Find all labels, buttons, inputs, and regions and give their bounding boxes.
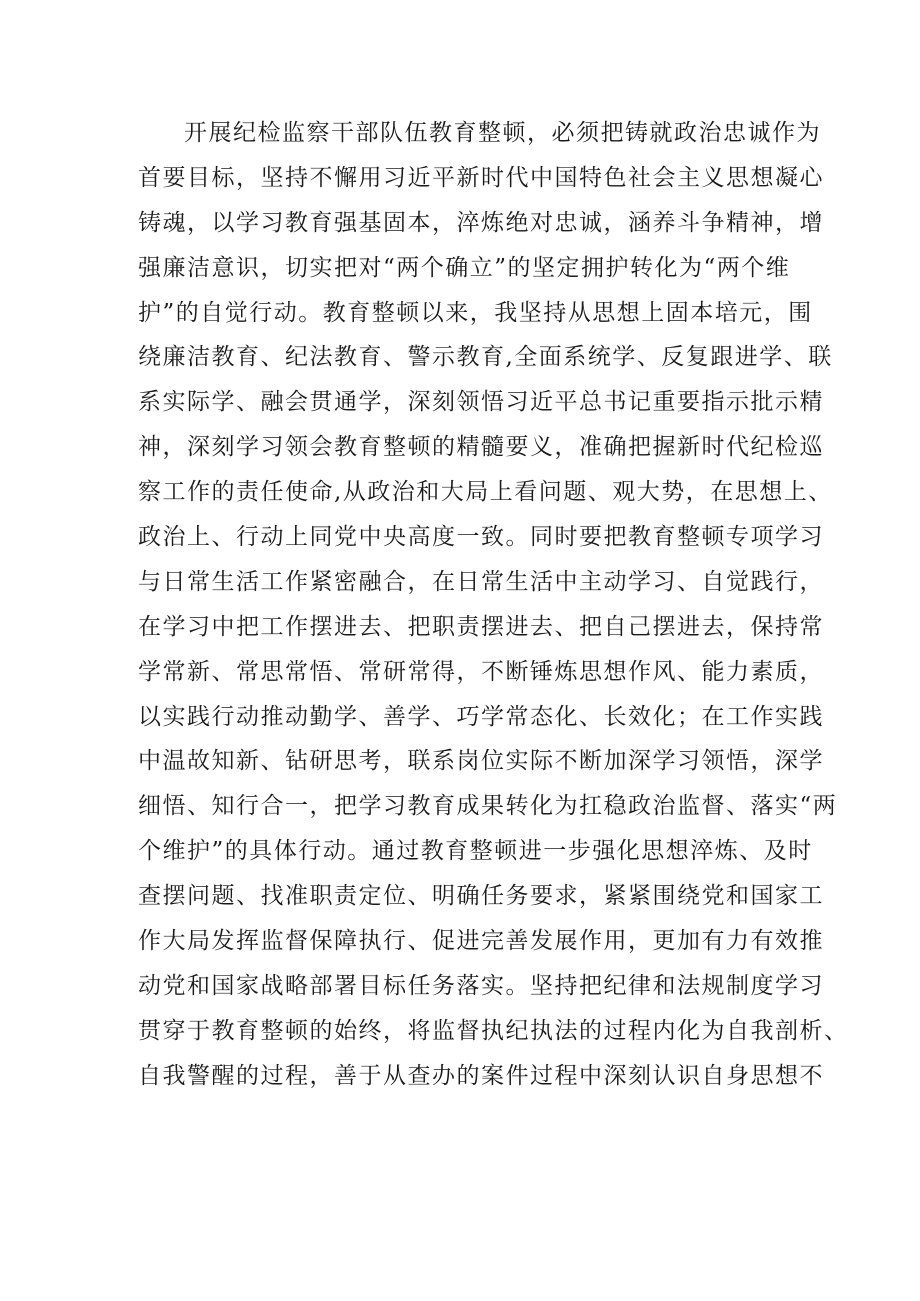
text-line: 作大局发挥监督保障执行、促进完善发展作用，更加有力有效推 (138, 928, 824, 955)
text-line: 政治上、行动上同党中央高度一致。同时要把教育整顿专项学习 (138, 524, 824, 551)
text-line: 细悟、知行合一，把学习教育成果转化为扛稳政治监督、落实“两 (138, 793, 838, 820)
text-line: 开展纪检监察干部队伍教育整顿，必须把铸就政治忠诚作为 (184, 120, 821, 146)
text-line: 强廉洁意识，切实把对“两个确立”的坚定拥护转化为“两个维 (138, 254, 791, 281)
text-line: 察工作的责任使命,从政治和大局上看问题、观大势，在思想上、 (138, 479, 833, 506)
text-line: 中温故知新、钻研思考，联系岗位实际不断加深学习领悟，深学 (138, 748, 824, 775)
text-line: 与日常生活工作紧密融合，在日常生活中主动学习、自觉践行， (138, 568, 824, 595)
text-line: 自我警醒的过程，善于从查办的案件过程中深刻认识自身思想不 (138, 1062, 824, 1089)
text-line: 贯穿于教育整顿的始终，将监督执纪执法的过程内化为自我剖析、 (138, 1017, 849, 1044)
text-line: 在学习中把工作摆进去、把职责摆进去、把自己摆进去，保持常 (138, 613, 824, 640)
text-line: 神，深刻学习领会教育整顿的精髓要义，准确把握新时代纪检巡 (138, 434, 824, 461)
text-line: 查摆问题、找准职责定位、明确任务要求，紧紧围绕党和国家工 (138, 883, 824, 910)
text-line: 绕廉洁教育、纪法教育、警示教育,全面系统学、反复跟进学、联 (138, 344, 833, 371)
text-line: 动党和国家战略部署目标任务落实。坚持把纪律和法规制度学习 (138, 972, 824, 999)
body-paragraph (138, 111, 849, 1099)
text-line: 学常新、常思常悟、常研常得，不断锤炼思想作风、能力素质， (138, 658, 824, 685)
text-line: 护”的自觉行动。教育整顿以来，我坚持从思想上固本培元，围 (138, 299, 813, 326)
text-line: 个维护”的具体行动。通过教育整顿进一步强化思想淬炼、及时 (138, 838, 813, 865)
text-line: 首要目标，坚持不懈用习近平新时代中国特色社会主义思想凝心 (138, 164, 824, 191)
text-line: 铸魂，以学习教育强基固本，淬炼绝对忠诚，涵养斗争精神，增 (138, 209, 824, 236)
text-line: 系实际学、融会贯通学，深刻领悟习近平总书记重要指示批示精 (138, 389, 824, 416)
text-line: 以实践行动推动勤学、善学、巧学常态化、长效化；在工作实践 (138, 703, 824, 730)
